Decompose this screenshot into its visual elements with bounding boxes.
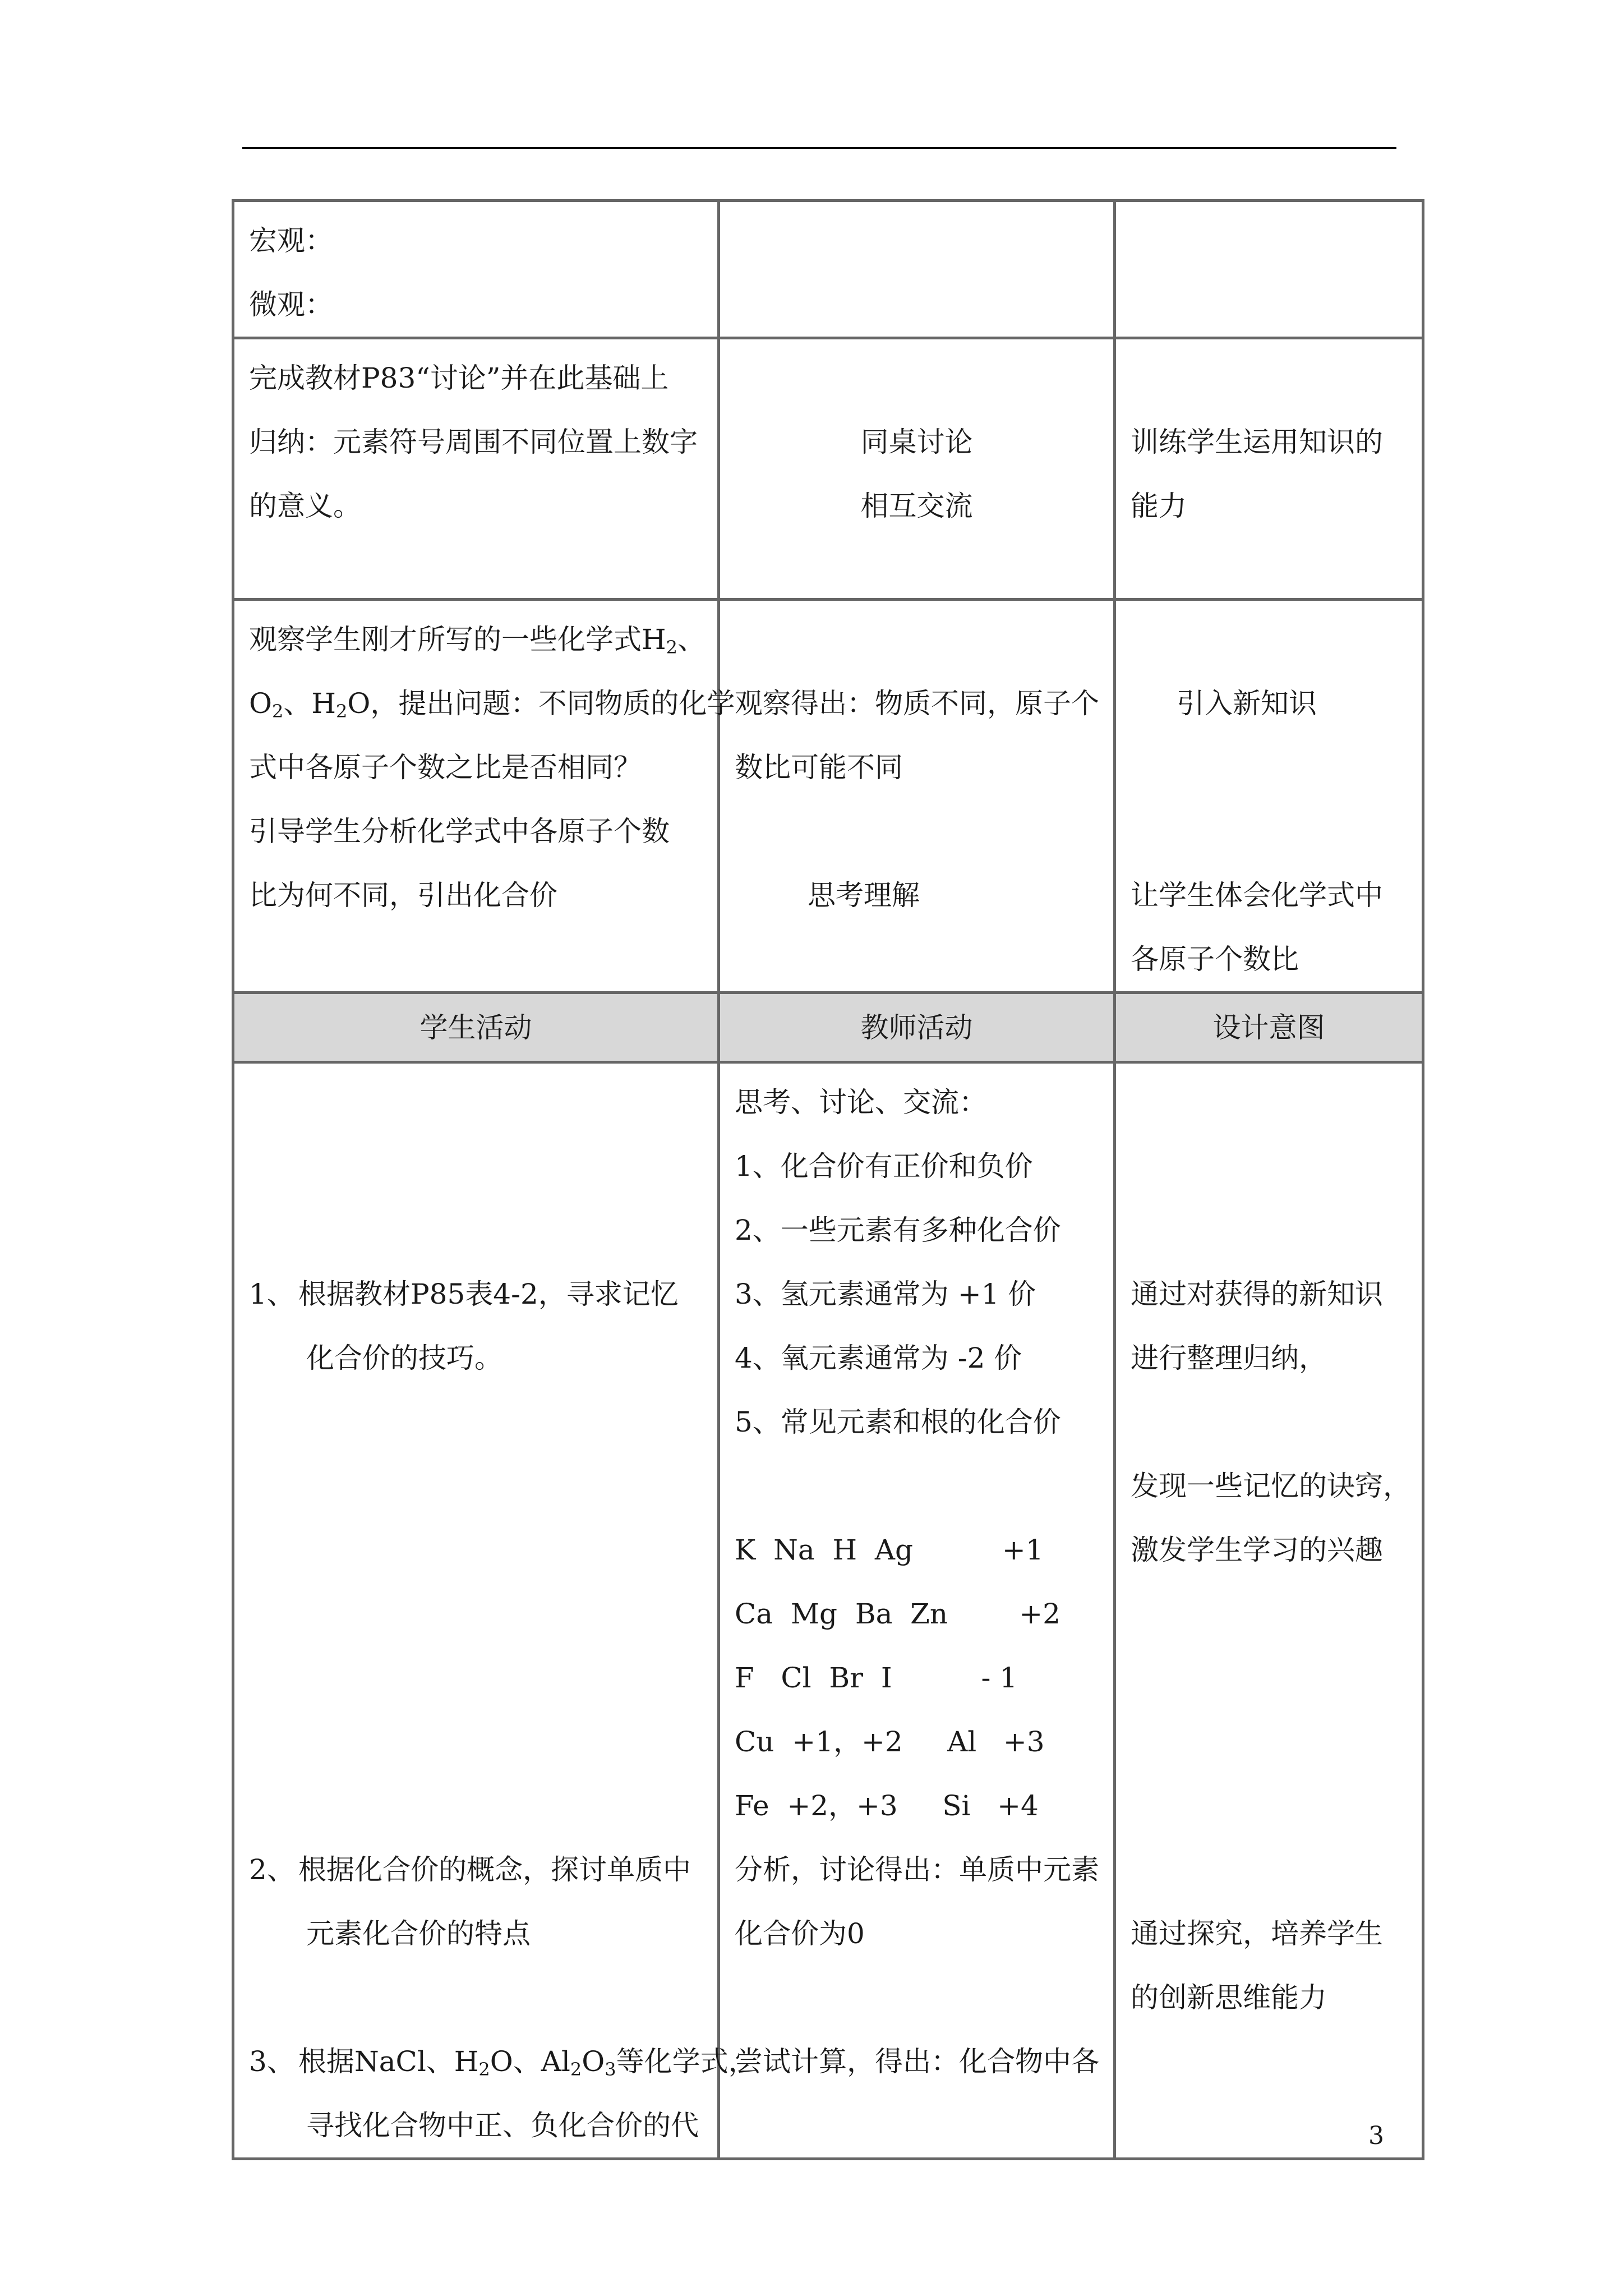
text-line: 引入新知识: [1177, 687, 1317, 720]
text-line: 尝试计算，得出：化合物中各: [735, 2045, 1099, 2078]
page-number: 3: [1368, 2122, 1384, 2150]
column-header-teacher: 教师活动: [719, 993, 1115, 1062]
text-line: 的创新思维能力: [1131, 1981, 1327, 2014]
text-line: 训练学生运用知识的: [1131, 426, 1383, 458]
text-line: 归纳：元素符号周围不同位置上数字: [249, 426, 698, 458]
text-line: 通过探究，培养学生: [1131, 1917, 1383, 1950]
text-line: 元素化合价的特点: [306, 1917, 531, 1950]
text-line: 比为何不同，引出化合价: [249, 879, 557, 912]
text-line: 微观：: [249, 288, 333, 321]
text-line: 4、氧元素通常为 -2 价: [735, 1342, 1022, 1374]
text-line: $O_2$、$H_2O$，提出问题：不同物质的化学: [249, 687, 735, 722]
text-line: 观察学生刚才所写的一些化学式$H_2$、: [249, 623, 706, 658]
table-row: [233, 201, 1423, 338]
column-header-intent: 设计意图: [1115, 993, 1423, 1062]
text-line: 分析，讨论得出：单质中元素: [735, 1853, 1099, 1886]
text-line: 进行整理归纳，: [1131, 1342, 1327, 1374]
text-line: 能力: [1131, 490, 1187, 522]
cell-intent: [1115, 338, 1423, 600]
header-rule: [242, 147, 1396, 149]
text-line: 化合价为0: [735, 1917, 865, 1950]
text-line: 相互交流: [860, 490, 973, 522]
text-line: 各原子个数比: [1131, 943, 1299, 976]
valence-line: K Na H Ag +1: [735, 1534, 1044, 1566]
empty-cell: [1115, 201, 1423, 338]
text-line: 2、一些元素有多种化合价: [735, 1214, 1061, 1246]
text-line: 数比可能不同: [735, 751, 903, 784]
column-header-student: 学生活动: [233, 993, 719, 1062]
text-line: 思考理解: [808, 879, 920, 912]
text-line: 1、化合价有正价和负价: [735, 1150, 1033, 1182]
table-row: [233, 338, 1423, 600]
list-item: 1、 根据教材P85表4-2，寻求记忆: [249, 1278, 679, 1310]
text-line: 化合价的技巧。: [306, 1342, 502, 1374]
text-line: 观察得出：物质不同，原子个: [735, 687, 1099, 720]
list-item: 3、 根据NaCl、$H_2O$、$Al_2O_3$等化学式，: [249, 2045, 757, 2080]
text-line: 式中各原子个数之比是否相同？: [249, 751, 642, 784]
cell-student-activities: [233, 1062, 757, 2159]
text-line: 同桌讨论: [860, 426, 973, 458]
cell-teacher-task: [719, 338, 1115, 600]
cell-intent: [1115, 600, 1423, 993]
cell-macro-micro: [233, 201, 719, 338]
text-line: 发现一些记忆的诀窍，: [1131, 1470, 1411, 1502]
cell-teacher-task: [719, 600, 1115, 993]
cell-student-task: [233, 338, 719, 600]
table-header-row: [233, 993, 1423, 1062]
empty-cell: [719, 201, 1115, 338]
cell-design-intent: [1115, 1062, 1423, 2159]
text-line: 通过对获得的新知识: [1131, 1278, 1383, 1310]
text-line: 激发学生学习的兴趣: [1131, 1534, 1383, 1566]
valence-line: Ca Mg Ba Zn +2: [735, 1598, 1061, 1630]
text-line: 让学生体会化学式中: [1131, 879, 1383, 912]
text-line: 宏观：: [249, 224, 333, 257]
table-row: [233, 1062, 1423, 2159]
list-item: 2、 根据化合价的概念，探讨单质中: [249, 1853, 691, 1886]
cell-student-task: [233, 600, 735, 993]
cell-teacher-activities: [719, 1062, 1115, 2159]
lesson-plan-table: [232, 199, 1424, 2160]
text-line: 引导学生分析化学式中各原子个数: [249, 815, 670, 848]
table-row: [233, 600, 1423, 993]
text-line: 寻找化合物中正、负化合价的代: [306, 2109, 699, 2142]
valence-line: Cu +1，+2 Al +3: [735, 1726, 1045, 1758]
valence-line: F Cl Br I - 1: [735, 1662, 1018, 1694]
text-line: 思考、讨论、交流：: [735, 1086, 987, 1119]
text-line: 完成教材P83“讨论”并在此基础上: [249, 362, 669, 394]
text-line: 5、常见元素和根的化合价: [735, 1406, 1061, 1438]
text-line: 的意义。: [249, 490, 361, 522]
valence-line: Fe +2，+3 Si +4: [735, 1789, 1039, 1822]
text-line: 3、氢元素通常为 +1 价: [735, 1278, 1036, 1310]
